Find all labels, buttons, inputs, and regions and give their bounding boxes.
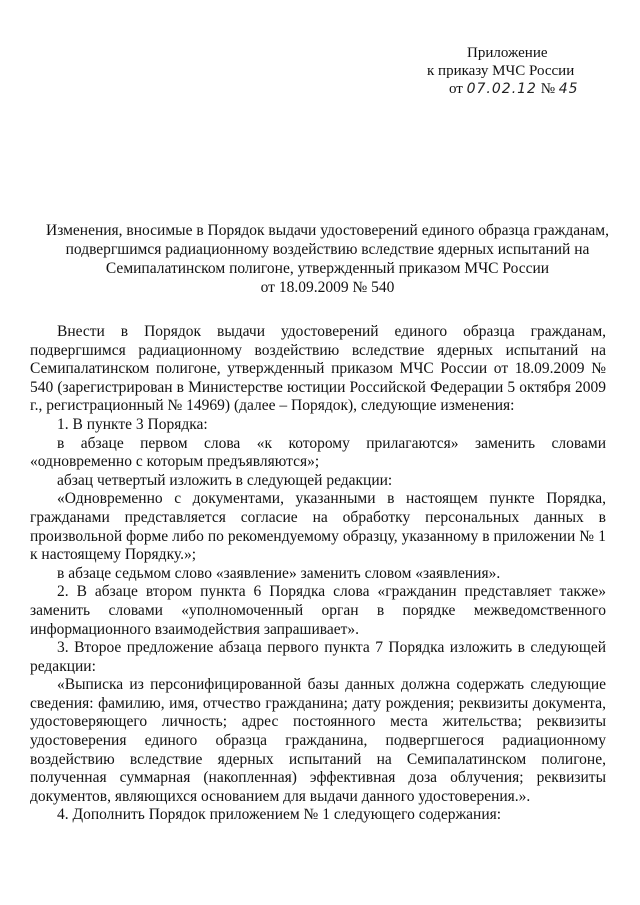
handwritten-date: 07.02.12: [466, 81, 537, 97]
title-line: от 18.09.2009 № 540: [260, 279, 395, 296]
order-reference: к приказу МЧС России: [427, 63, 575, 79]
paragraph-item-1-b: абзац четвертый изложить в следующей редакции:: [57, 471, 393, 489]
document-title: [30, 221, 625, 297]
handwritten-number: 45: [558, 81, 579, 97]
appendix-label: Приложение: [467, 45, 548, 61]
paragraph-quote-extract: «Выписка из персонифицированной базы данных должна содержать следующие сведения: фамилию, имя, отчество гражданина; дату рождения; реквизиты документа, удостоверяющего личность; адрес постоянного места жительства; реквизиты удостоверения единого образца гражданина, подвергшегося радиационному воздействию вследствие ядерных испытаний на Семипалатинском полигоне, полученная суммарная (накопленная) эффективная доза облучения; реквизиты документов, являющихся основанием для выдачи данного удостоверения.».: [30, 676, 606, 805]
title-line: Семипалатинском полигоне, утвержденный приказом МЧС России: [105, 260, 550, 277]
number-label: №: [540, 81, 556, 97]
title-line: подвергшимся радиационному воздействию вследствие ядерных испытаний на: [65, 241, 590, 258]
order-date-line: [405, 80, 605, 98]
title-line: Изменения, вносимые в Порядок выдачи удостоверений единого образца гражданам,: [46, 222, 609, 239]
paragraph-quote-consent: «Одновременно с документами, указанными в настоящем пункте Порядка, гражданами представляется согласие на обработку персональных данных в произвольной форме либо по рекомендуемому образцу, указанному в приложении № 1 к настоящему Порядку.»;: [30, 490, 606, 564]
paragraph-item-1-a: в абзаце первом слова «к которому прилагаются» заменить словами «одновременно с которым предъявляются»;: [30, 434, 606, 471]
paragraph-intro: Внести в Порядок выдачи удостоверений единого образца гражданам, подвергшимся радиационному воздействию вследствие ядерных испытаний на Семипалатинском полигоне, утвержденный приказом МЧС России от 18.09.2009 № 540 (зарегистрирован в Министерстве юстиции Российской Федерации 5 октября 2009 г., регистрационный № 14969) (далее – Порядок), следующие изменения:: [30, 323, 606, 415]
paragraph-item-2: 2. В абзаце втором пункта 6 Порядка слова «гражданин представляет также» заменить словами «уполномоченный орган в порядке межведомственного информационного взаимодействия запрашивает».: [30, 583, 606, 638]
paragraph-item-3: 3. Второе предложение абзаца первого пункта 7 Порядка изложить в следующей редакции:: [30, 639, 606, 675]
paragraph-item-1-c: в абзаце седьмом слово «заявление» заменить словом «заявления».: [57, 564, 501, 582]
paragraph-item-1: 1. В пункте 3 Порядка:: [57, 415, 208, 433]
appendix-header: [405, 44, 605, 98]
date-prefix: от: [449, 81, 463, 97]
document-body: [30, 323, 606, 825]
paragraph-item-4: 4. Дополнить Порядок приложением № 1 следующего содержания:: [57, 806, 502, 824]
